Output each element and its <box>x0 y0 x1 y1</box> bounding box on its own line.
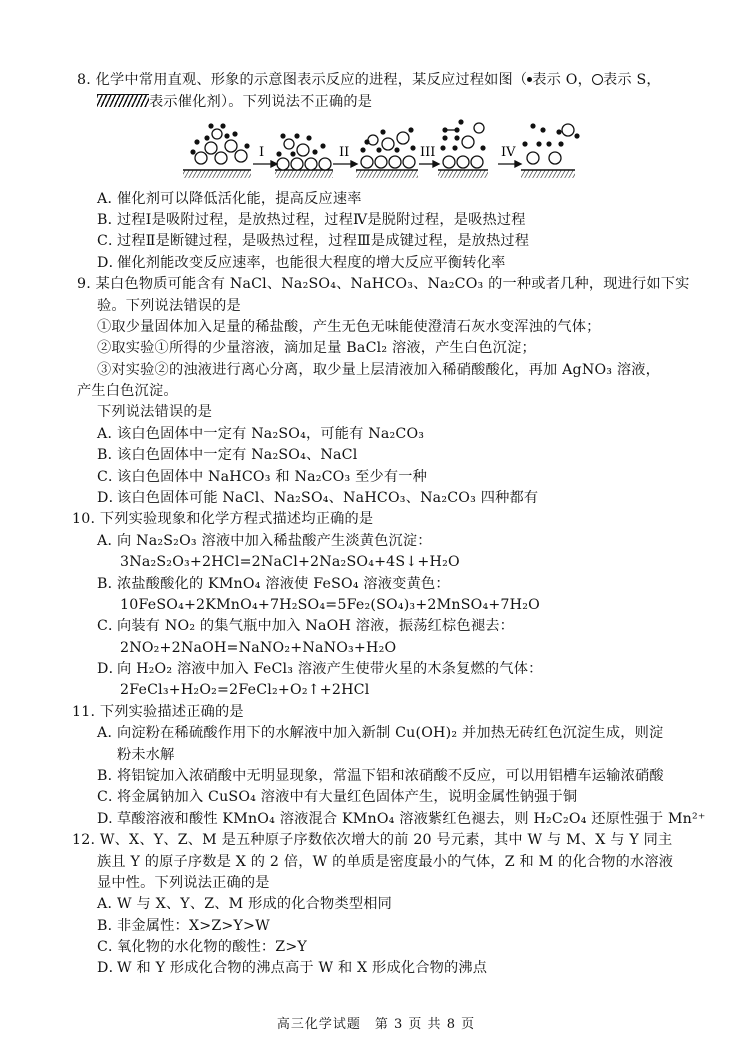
q9-step3-cont: 产生白色沉淀。 <box>77 383 178 399</box>
q8-option-d: D．催化剂能改变反应速率，也能很大程度的增大反应平衡转化率 <box>97 255 506 271</box>
q9-option-a: A．该白色固体中一定有 Na₂SO₄，可能有 Na₂CO₃ <box>97 426 425 442</box>
q10-stem: 10. 下列实验现象和化学方程式描述均正确的是 <box>72 511 374 527</box>
q12-stem-line2: 族且 Y 的原子序数是 X 的 2 倍，W 的单质是密度最小的气体，Z 和 M 的化合物的水溶液 <box>97 854 674 870</box>
catalyst-surface-3 <box>356 170 418 178</box>
catalyst-surface-4 <box>438 170 488 178</box>
q11-stem: 11. 下列实验描述正确的是 <box>72 704 244 720</box>
q11-option-a: A．向淀粉在稀硫酸作用下的水解液中加入新制 Cu(OH)₂ 并加热无砖红色沉淀生成，则淀 <box>97 725 664 741</box>
q10-option-c: C．向装有 NO₂ 的集气瓶中加入 NaOH 溶液，振荡红棕色褪去： <box>97 618 514 634</box>
q9-step2: ②取实验①所得的少量溶液，滴加足量 BaCl₂ 溶液，产生白色沉淀； <box>97 340 536 356</box>
q9-option-c: C．该白色固体中 NaHCO₃ 和 Na₂CO₃ 至少有一种 <box>97 469 428 485</box>
q9-step1: ①取少量固体加入足量的稀盐酸，产生无色无味能使澄清石灰水变浑浊的气体； <box>97 319 601 335</box>
q10-option-b: B．浓盐酸酸化的 KMnO₄ 溶液使 FeSO₄ 溶液变黄色： <box>97 576 450 592</box>
q10-option-d-equation: 2FeCl₃+H₂O₂=2FeCl₂+O₂↑+2HCl <box>120 682 370 698</box>
molecules-stage-1 <box>190 123 249 164</box>
molecules-stage-5 <box>522 123 579 164</box>
q9-option-b: B．该白色固体中一定有 Na₂SO₄、NaCl <box>97 447 358 463</box>
molecules-stage-4 <box>440 119 485 168</box>
q8-number: 8. <box>77 72 91 88</box>
q10-option-c-equation: 2NO₂+2NaOH=NaNO₂+NaNO₃+H₂O <box>120 640 397 656</box>
molecules-stage-2 <box>276 133 331 170</box>
q12-stem-line3: 显中性。下列说法正确的是 <box>97 875 270 891</box>
q9-option-d: D．该白色固体可能 NaCl、Na₂SO₄、NaHCO₃、Na₂CO₃ 四种都有 <box>97 490 539 506</box>
q8-stem-line1: 8. 化学中常用直观、形象的示意图表示反应的进程，某反应过程如图（ 表示 O， 表示 S， <box>77 72 661 88</box>
page-footer: 高三化学试题 第 3 页 共 8 页 <box>276 1017 476 1032</box>
q10-option-a-equation: 3Na₂S₂O₃+2HCl=2NaCl+2Na₂SO₄+4S↓+H₂O <box>120 554 460 570</box>
step-label-4: IV <box>501 145 516 160</box>
q12-option-b: B．非金属性：X>Z>Y>W <box>97 918 270 934</box>
step-label-3: III <box>420 145 436 160</box>
q10-option-b-equation: 10FeSO₄+2KMnO₄+7H₂SO₄=5Fe₂(SO₄)₃+2MnSO₄+7H₂O <box>120 597 540 613</box>
sulfur-atom-icon <box>592 74 603 85</box>
q12-option-d: D．W 和 Y 形成化合物的沸点高于 W 和 X 形成化合物的沸点 <box>97 960 488 976</box>
q12-stem-line1: 12. W、X、Y、Z、M 是五种原子序数依次增大的前 20 号元素，其中 W 与 M、X 与 Y 同主 <box>72 832 673 848</box>
q8-option-a: A．催化剂可以降低活化能，提高反应速率 <box>97 191 362 207</box>
q9-stem-line2: 验。下列说法错误的是 <box>97 298 241 314</box>
q12-option-a: A．W 与 X、Y、Z、M 形成的化合物类型相同 <box>97 896 392 912</box>
q11-option-b: B．将铝锭加入浓硝酸中无明显现象，常温下铝和浓硝酸不反应，可以用铝槽车运输浓硝酸 <box>97 768 664 784</box>
catalyst-surface-icon <box>97 94 149 107</box>
q10-option-a: A．向 Na₂S₂O₃ 溶液中加入稀盐酸产生淡黄色沉淀： <box>97 533 432 549</box>
step-label-2: II <box>339 145 350 160</box>
catalyst-surface-1 <box>183 170 251 178</box>
q9-ask: 下列说法错误的是 <box>97 404 213 420</box>
step-label-1: I <box>259 145 265 160</box>
catalyst-surface-2 <box>275 170 333 178</box>
q12-option-c: C．氧化物的水化物的酸性：Z>Y <box>97 939 307 955</box>
q9-stem-line1: 9. 某白色物质可能含有 NaCl、Na₂SO₄、NaHCO₃、Na₂CO₃ 的一种或者几种，现进行如下实 <box>77 276 690 292</box>
q8-option-c: C．过程Ⅱ是断键过程，是吸热过程，过程Ⅲ是成键过程，是放热过程 <box>97 233 530 249</box>
q10-option-d: D．向 H₂O₂ 溶液中加入 FeCl₃ 溶液产生使带火星的木条复燃的气体： <box>97 661 543 677</box>
q11-option-a-cont: 粉未水解 <box>117 747 175 763</box>
reaction-process-diagram <box>183 118 583 188</box>
molecules-stage-3 <box>360 127 415 168</box>
q11-option-d: D. 草酸溶液和酸性 KMnO₄ 溶液混合 KMnO₄ 溶液紫红色褪去，则 H₂C₂O₄ 还原性强于 Mn²⁺ <box>97 811 706 827</box>
catalyst-surface-5 <box>521 170 575 178</box>
q8-option-b: B．过程Ⅰ是吸附过程，是放热过程，过程Ⅳ是脱附过程，是吸热过程 <box>97 212 526 228</box>
q11-option-c: C．将金属钠加入 CuSO₄ 溶液中有大量红色固体产生，说明金属性钠强于铜 <box>97 789 578 805</box>
q8-stem-line2: 表示催化剂）。下列说法不正确的是 <box>97 92 372 112</box>
q9-step3: ③对实验②的浊液进行离心分离，取少量上层清液加入稀硝酸酸化，再加 AgNO₃ 溶液， <box>97 362 661 378</box>
